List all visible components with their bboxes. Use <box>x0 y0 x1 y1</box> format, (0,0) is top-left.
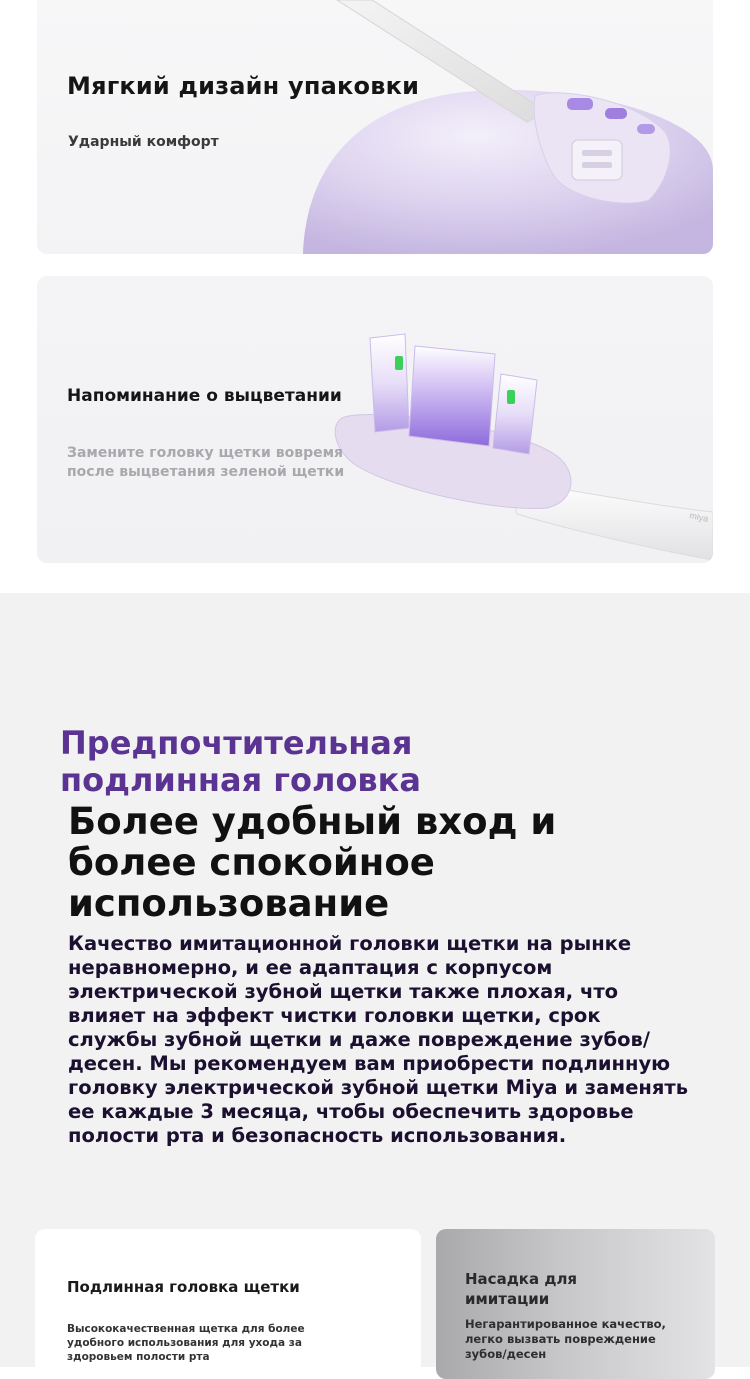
imitation-head-title: Насадка для имитации <box>465 1270 578 1308</box>
section-body-text: Качество имитационной головки щетки на рынке неравномерно, и ее адаптация с корпусом электрической зубной щетки также плохая, что влияет на эффект чистки головки щетки, срок службы зубной щетки и даже повреждение зубов/десен. Мы рекомендуем вам приобрести подлинную головку электрической зубной щетки Miya и заменять ее каждые 3 месяца, чтобы обеспечить здоровье полости рта и безопасность использования. <box>68 932 689 1147</box>
genuine-head-title: Подлинная головка щетки <box>67 1278 300 1296</box>
handle-brand-mark: miya <box>688 510 710 524</box>
packaging-illustration <box>37 0 713 254</box>
brush-head-illustration <box>37 276 713 563</box>
fade-subtitle: Замените головку щетки вовремя после выцветания зеленой щетки <box>67 445 345 480</box>
fade-reminder-card <box>37 276 713 563</box>
imitation-head-comparison-card <box>436 1229 715 1379</box>
packaging-card <box>37 0 713 254</box>
packaging-title: Мягкий дизайн упаковки <box>67 72 420 100</box>
imitation-head-text: Негарантированное качество, легко вызвать повреждение зубов/десен <box>465 1317 666 1361</box>
packaging-subtitle: Ударный комфорт <box>68 134 219 150</box>
genuine-head-section <box>0 593 750 1367</box>
genuine-head-comparison-card <box>35 1229 421 1379</box>
genuine-head-text: Высококачественная щетка для более удобного использования для ухода за здоровьем полости рта <box>67 1323 305 1363</box>
fade-title: Напоминание о выцветании <box>67 386 342 406</box>
section-accent-heading: Предпочтительная подлинная головка <box>60 724 421 799</box>
section-main-heading: Более удобный вход и более спокойное использование <box>68 800 557 925</box>
